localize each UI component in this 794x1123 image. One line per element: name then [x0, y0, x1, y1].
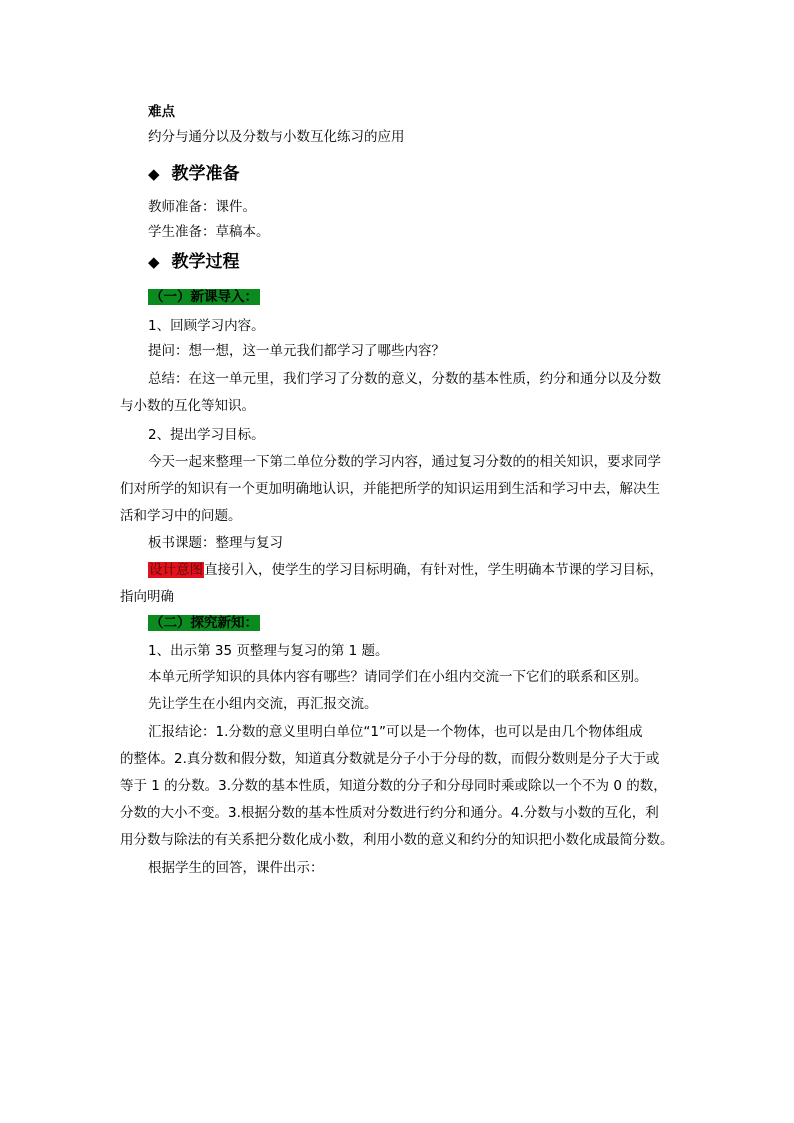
design-intent — [148, 560, 663, 580]
paragraph: 板书课题：整理与复习 — [148, 535, 283, 551]
section-title: 教学过程 — [171, 252, 240, 272]
paragraph: 先让学生在小组内交流，再汇报交流。 — [148, 696, 378, 712]
diamond-icon: ◆ — [148, 165, 160, 183]
part2-label — [148, 613, 260, 633]
section-heading-process — [148, 252, 240, 272]
green-highlight: （一）新课导入： — [150, 289, 258, 305]
teacher-prep: 教师准备：课件。 — [148, 199, 256, 215]
red-highlight: 设计意图 — [149, 562, 203, 578]
paragraph: 活和学习中的问题。 — [120, 508, 242, 524]
student-prep: 学生准备：草稿本。 — [148, 224, 270, 240]
green-highlight: （二）探究新知： — [150, 615, 258, 631]
paragraph: 根据学生的回答，课件出示： — [148, 860, 324, 876]
diamond-icon: ◆ — [148, 253, 160, 271]
paragraph: 用分数与除法的有关系把分数化成小数，利用小数的意义和约分的知识把小数化成最简分数。 — [120, 832, 674, 848]
paragraph: 总结：在这一单元里，我们学习了分数的意义，分数的基本性质，约分和通分以及分数 — [148, 371, 661, 387]
paragraph: 们对所学的知识有一个更加明确地认识，并能把所学的知识运用到生活和学习中去，解决生 — [120, 481, 660, 497]
paragraph: 本单元所学知识的具体内容有哪些？请同学们在小组内交流一下它们的联系和区别。 — [148, 669, 648, 685]
paragraph: 与小数的互化等知识。 — [120, 398, 255, 414]
design-text: 直接引入，使学生的学习目标明确，有针对性，学生明确本节课的学习目标， — [204, 562, 663, 578]
section-heading-prep — [148, 164, 240, 184]
nandian-text: 约分与通分以及分数与小数互化练习的应用 — [148, 129, 405, 145]
paragraph: 分数的大小不变。3.根据分数的基本性质对分数进行约分和通分。4.分数与小数的互化，利 — [120, 805, 659, 821]
nandian-title: 难点 — [148, 104, 175, 120]
part1-label — [148, 287, 260, 307]
paragraph: 的整体。2.真分数和假分数，知道真分数就是分子小于分母的数，而假分数则是分子大于或 — [120, 751, 660, 767]
paragraph: 2、提出学习目标。 — [148, 427, 265, 443]
paragraph: 提问：想一想，这一单元我们都学习了哪些内容？ — [148, 343, 445, 359]
paragraph: 汇报结论：1.分数的意义里明白单位“1”可以是一个物体，也可以是由几个物体组成 — [148, 724, 643, 740]
paragraph: 指向明确 — [120, 589, 174, 605]
paragraph: 1、出示第 35 页整理与复习的第 1 题。 — [148, 643, 389, 659]
paragraph: 等于 1 的分数。3.分数的基本性质，知道分数的分子和分母同时乘或除以一个不为 0 的数， — [120, 778, 667, 794]
paragraph: 今天一起来整理一下第二单位分数的学习内容，通过复习分数的的相关知识，要求同学 — [148, 454, 661, 470]
section-title: 教学准备 — [171, 164, 240, 184]
paragraph: 1、回顾学习内容。 — [148, 318, 265, 334]
